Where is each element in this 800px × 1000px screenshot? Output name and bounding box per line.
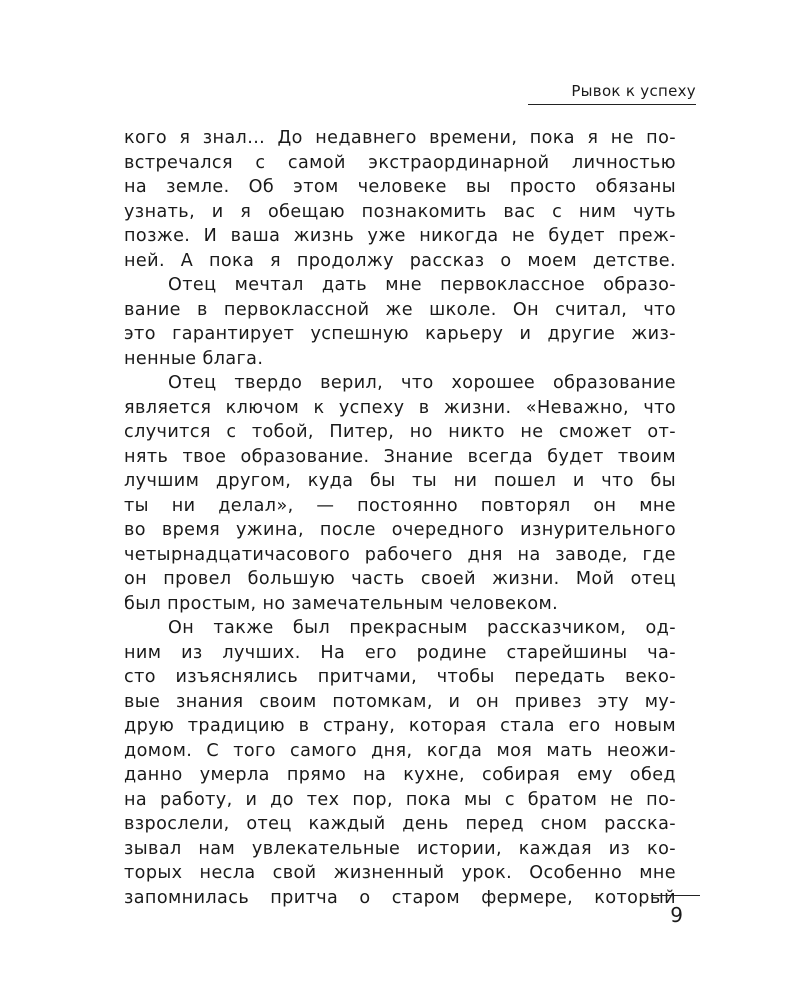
running-head-rule: [528, 104, 696, 105]
text-line: во время ужина, после очередного изнурительного: [124, 520, 676, 540]
running-head-title: Рывок к успеху: [571, 82, 696, 100]
text-line: нять твое образование. Знание всегда будет твоим: [124, 446, 676, 467]
text-line: вые знания своим потомкам, и он привез эту му-: [124, 691, 676, 712]
text-line: позже. И ваша жизнь уже никогда не будет преж-: [124, 226, 676, 246]
body-text: [124, 126, 676, 910]
text-line: вание в первоклассной же школе. Он считал, что: [124, 299, 676, 320]
text-line: зывал нам увлекательные истории, каждая из ко-: [124, 838, 676, 859]
text-line: случится с тобой, Питер, но никто не сможет от-: [124, 422, 676, 442]
text-line: встречался с самой экстраординарной личностью: [124, 152, 676, 173]
text-line: домом. С того самого дня, когда моя мать неожи-: [124, 740, 676, 761]
text-line: на работу, и до тех пор, пока мы с братом не по-: [124, 789, 676, 810]
text-line: взрослели, отец каждый день перед сном расска-: [124, 814, 676, 834]
text-line: он провел большую часть своей жизни. Мой отец: [124, 569, 676, 589]
paragraph-first-line: Отец твердо верил, что хорошее образование: [168, 373, 676, 393]
text-line: на земле. Об этом человеке вы просто обязаны: [124, 177, 676, 197]
text-line: кого я знал... До недавнего времени, пока я не по-: [124, 128, 676, 148]
text-line: торых несла свой жизненный урок. Особенно мне: [124, 863, 676, 883]
text-line: ты ни делал», — постоянно повторял он мне: [124, 495, 676, 516]
text-line: лучшим другом, куда бы ты ни пошел и что бы: [124, 471, 676, 491]
text-line: ней. А пока я продолжу рассказ о моем детстве.: [124, 250, 676, 271]
paragraph-last-line: ненные блага.: [124, 348, 264, 369]
text-line: является ключом к успеху в жизни. «Неважно, что: [124, 397, 676, 418]
text-line: данно умерла прямо на кухне, собирая ему обед: [124, 765, 676, 785]
paragraph-first-line: Отец мечтал дать мне первоклассное образо-: [168, 275, 676, 295]
text-line: четырнадцатичасового рабочего дня на заводе, где: [124, 544, 676, 565]
page-number: 9: [670, 903, 683, 927]
folio-rule: [651, 895, 700, 896]
text-line: друю традицию в страну, которая стала его новым: [124, 716, 676, 736]
text-line: это гарантирует успешную карьеру и другие жиз-: [124, 324, 676, 344]
paragraph-last-line: был простым, но замечательным человеком.: [124, 593, 559, 614]
text-line: запомнилась притча о старом фермере, который: [124, 887, 676, 908]
text-line: узнать, и я обещаю познакомить вас с ним чуть: [124, 201, 676, 222]
paragraph-first-line: Он также был прекрасным рассказчиком, од-: [168, 618, 676, 638]
text-line: сто изъяснялись притчами, чтобы передать веко-: [124, 667, 676, 687]
text-line: ним из лучших. На его родине старейшины ча-: [124, 642, 676, 663]
